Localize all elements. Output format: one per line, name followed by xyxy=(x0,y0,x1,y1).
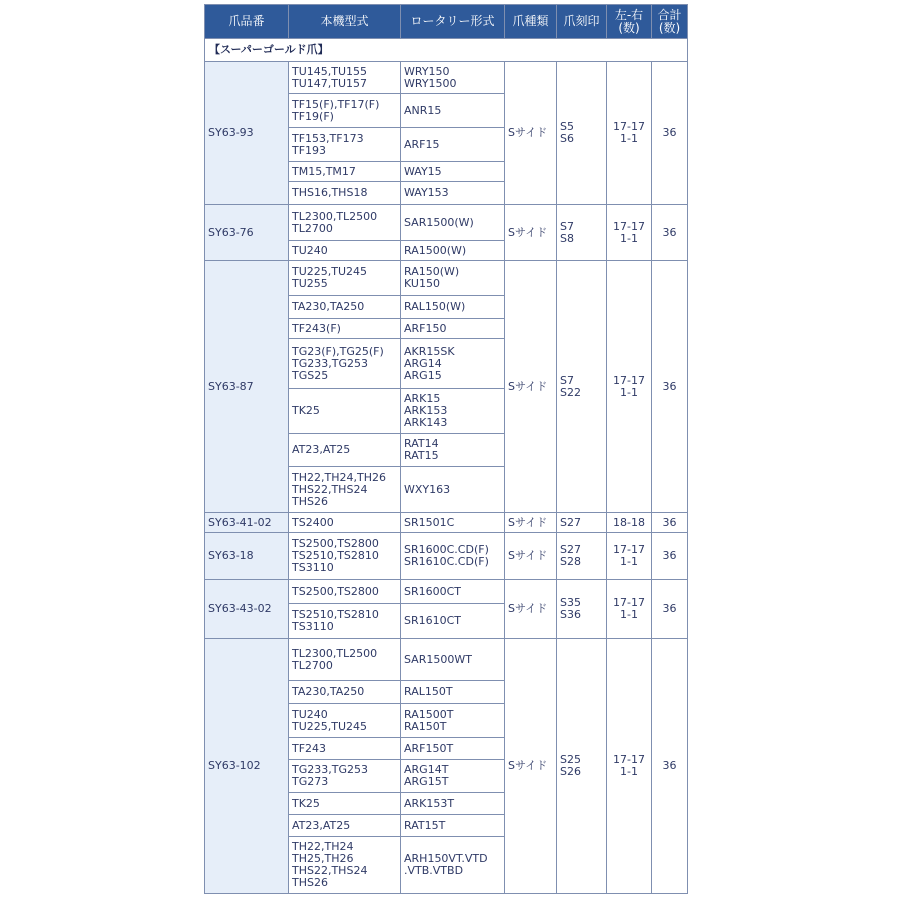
rotary-type-cell: SAR1500WT xyxy=(401,639,505,681)
blade-type-cell: Sサイド xyxy=(505,639,557,894)
blade-stamp-cell: S27 xyxy=(557,513,607,533)
blade-stamp-cell: S25 S26 xyxy=(557,639,607,894)
machine-model-cell: TG23(F),TG25(F) TG233,TG253 TGS25 xyxy=(289,339,401,389)
blade-type-cell: Sサイド xyxy=(505,205,557,261)
rotary-type-cell: SAR1500(W) xyxy=(401,205,505,241)
machine-model-cell: TH22,TH24,TH26 THS22,THS24 THS26 xyxy=(289,467,401,513)
rotary-type-cell: WAY153 xyxy=(401,182,505,205)
left-right-count-cell: 17-17 1-1 xyxy=(607,205,652,261)
machine-model-cell: TL2300,TL2500 TL2700 xyxy=(289,639,401,681)
machine-model-cell: TS2500,TS2800 xyxy=(289,580,401,604)
machine-model-cell: TU240 TU225,TU245 xyxy=(289,704,401,738)
rotary-type-cell: AKR15SK ARG14 ARG15 xyxy=(401,339,505,389)
machine-model-cell: AT23,AT25 xyxy=(289,815,401,837)
machine-model-cell: TF15(F),TF17(F) TF19(F) xyxy=(289,94,401,128)
left-right-count-cell: 17-17 1-1 xyxy=(607,533,652,580)
left-right-count-cell: 17-17 1-1 xyxy=(607,639,652,894)
part-number-cell: SY63-41-02 xyxy=(205,513,289,533)
left-right-count-cell: 17-17 1-1 xyxy=(607,62,652,205)
total-count-cell: 36 xyxy=(652,580,688,639)
section-row xyxy=(205,39,688,62)
rotary-type-cell: RAT14 RAT15 xyxy=(401,434,505,467)
rotary-type-cell: ARH150VT.VTD .VTB.VTBD xyxy=(401,837,505,894)
part-number-cell: SY63-76 xyxy=(205,205,289,261)
machine-model-cell: THS16,THS18 xyxy=(289,182,401,205)
rotary-type-cell: WRY150 WRY1500 xyxy=(401,62,505,94)
section-title: 【スーパーゴールド爪】 xyxy=(205,39,688,62)
rotary-type-cell: SR1610CT xyxy=(401,604,505,639)
left-right-count-cell: 18-18 xyxy=(607,513,652,533)
machine-model-cell: TF243 xyxy=(289,738,401,760)
total-count-cell: 36 xyxy=(652,62,688,205)
machine-model-cell: TH22,TH24 TH25,TH26 THS22,THS24 THS26 xyxy=(289,837,401,894)
machine-model-cell: TL2300,TL2500 TL2700 xyxy=(289,205,401,241)
rotary-type-cell: ARG14T ARG15T xyxy=(401,760,505,793)
header-machine-model: 本機型式 xyxy=(289,5,401,39)
table-row xyxy=(205,533,688,580)
total-count-cell: 36 xyxy=(652,533,688,580)
machine-model-cell: TA230,TA250 xyxy=(289,681,401,704)
table-row xyxy=(205,261,688,296)
table-row xyxy=(205,205,688,241)
rotary-type-cell: WAY15 xyxy=(401,162,505,182)
rotary-type-cell: SR1600CT xyxy=(401,580,505,604)
rotary-type-cell: SR1600C.CD(F) SR1610C.CD(F) xyxy=(401,533,505,580)
table-row xyxy=(205,513,688,533)
rotary-type-cell: ARK15 ARK153 ARK143 xyxy=(401,389,505,434)
machine-model-cell: TG233,TG253 TG273 xyxy=(289,760,401,793)
machine-model-cell: TU145,TU155 TU147,TU157 xyxy=(289,62,401,94)
machine-model-cell: TU240 xyxy=(289,241,401,261)
blade-stamp-cell: S5 S6 xyxy=(557,62,607,205)
blade-stamp-cell: S7 S22 xyxy=(557,261,607,513)
rotary-type-cell: ANR15 xyxy=(401,94,505,128)
machine-model-cell: TS2500,TS2800 TS2510,TS2810 TS3110 xyxy=(289,533,401,580)
part-number-cell: SY63-18 xyxy=(205,533,289,580)
part-number-cell: SY63-93 xyxy=(205,62,289,205)
machine-model-cell: TU225,TU245 TU255 xyxy=(289,261,401,296)
rotary-type-cell: RAL150T xyxy=(401,681,505,704)
machine-model-cell: TA230,TA250 xyxy=(289,296,401,319)
total-count-cell: 36 xyxy=(652,513,688,533)
machine-model-cell: TF243(F) xyxy=(289,319,401,339)
machine-model-cell: TS2510,TS2810 TS3110 xyxy=(289,604,401,639)
blade-stamp-cell: S35 S36 xyxy=(557,580,607,639)
blade-type-cell: Sサイド xyxy=(505,533,557,580)
rotary-type-cell: RA1500T RA150T xyxy=(401,704,505,738)
table-row xyxy=(205,580,688,604)
header-row xyxy=(205,5,688,39)
header-blade-type: 爪種類 xyxy=(505,5,557,39)
machine-model-cell: TF153,TF173 TF193 xyxy=(289,128,401,162)
blade-stamp-cell: S27 S28 xyxy=(557,533,607,580)
blade-stamp-cell: S7 S8 xyxy=(557,205,607,261)
left-right-count-cell: 17-17 1-1 xyxy=(607,580,652,639)
blade-type-cell: Sサイド xyxy=(505,513,557,533)
machine-model-cell: TM15,TM17 xyxy=(289,162,401,182)
header-rotary-type: ロータリー形式 xyxy=(401,5,505,39)
rotary-type-cell: ARF15 xyxy=(401,128,505,162)
rotary-type-cell: ARF150T xyxy=(401,738,505,760)
parts-table xyxy=(204,4,688,894)
header-blade-stamp: 爪刻印 xyxy=(557,5,607,39)
rotary-type-cell: ARK153T xyxy=(401,793,505,815)
rotary-type-cell: RAT15T xyxy=(401,815,505,837)
total-count-cell: 36 xyxy=(652,205,688,261)
part-number-cell: SY63-102 xyxy=(205,639,289,894)
header-part-number: 爪品番 xyxy=(205,5,289,39)
table-row xyxy=(205,639,688,681)
parts-table-container xyxy=(204,4,687,894)
blade-type-cell: Sサイド xyxy=(505,580,557,639)
part-number-cell: SY63-43-02 xyxy=(205,580,289,639)
header-total-count: 合計 (数) xyxy=(652,5,688,39)
header-left-right-count: 左-右 (数) xyxy=(607,5,652,39)
rotary-type-cell: RAL150(W) xyxy=(401,296,505,319)
machine-model-cell: TK25 xyxy=(289,389,401,434)
table-row xyxy=(205,62,688,94)
total-count-cell: 36 xyxy=(652,261,688,513)
rotary-type-cell: RA150(W) KU150 xyxy=(401,261,505,296)
rotary-type-cell: RA1500(W) xyxy=(401,241,505,261)
left-right-count-cell: 17-17 1-1 xyxy=(607,261,652,513)
rotary-type-cell: ARF150 xyxy=(401,319,505,339)
blade-type-cell: Sサイド xyxy=(505,62,557,205)
machine-model-cell: TK25 xyxy=(289,793,401,815)
rotary-type-cell: SR1501C xyxy=(401,513,505,533)
part-number-cell: SY63-87 xyxy=(205,261,289,513)
machine-model-cell: AT23,AT25 xyxy=(289,434,401,467)
blade-type-cell: Sサイド xyxy=(505,261,557,513)
machine-model-cell: TS2400 xyxy=(289,513,401,533)
rotary-type-cell: WXY163 xyxy=(401,467,505,513)
total-count-cell: 36 xyxy=(652,639,688,894)
